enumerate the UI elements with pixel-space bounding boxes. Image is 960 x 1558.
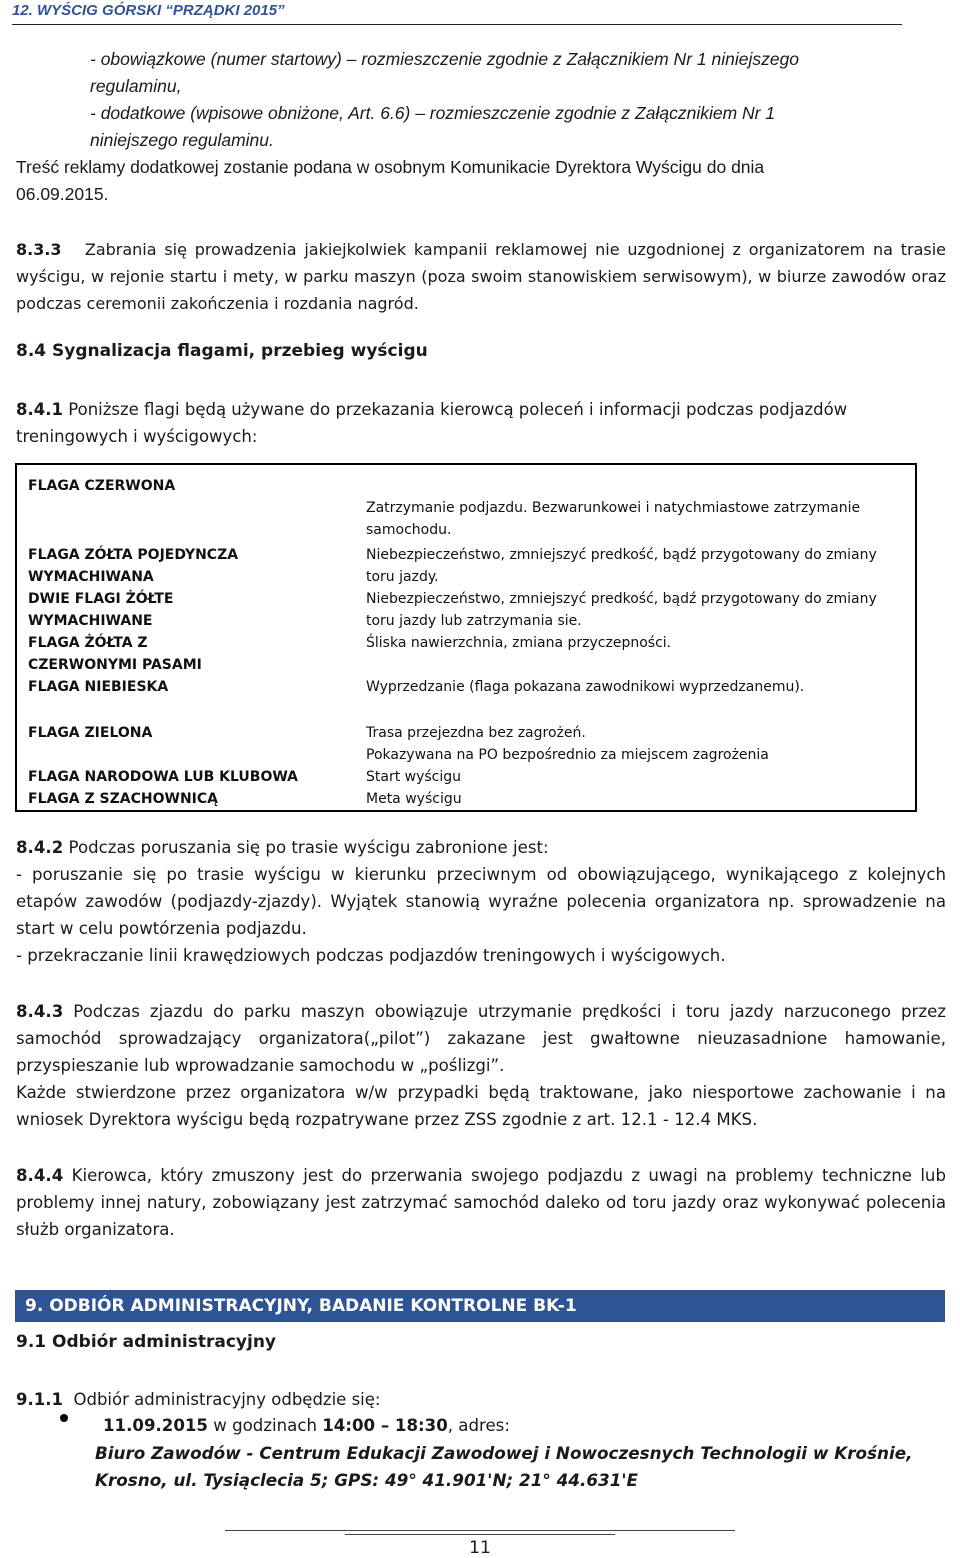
flag-desc-cell: Śliska nawierzchnia, zmiana przyczepności. (366, 635, 672, 651)
section-paragraph: - poruszanie się po trasie wyścigu w kierunku przeciwnym od obowiązującego, wynikającego z kolejnych etapów zawodów (podjazdy-zjazdy). Wyjątek stanowią wyraźne polecenia organizatora np. sprowadzenie na start w celu powtórzenia podjazdu. (16, 865, 946, 938)
section-text: Odbiór administracyjny odbędzie się: (73, 1390, 381, 1409)
address-line-2: Krosno, ul. Tysiąclecia 5; GPS: 49° 41.901'N; 21° 44.631'E (95, 1470, 638, 1490)
header-rule (12, 24, 902, 25)
flag-desc-cell: Wyprzedzanie (flaga pokazana zawodnikowi wyprzedzanemu). (366, 679, 805, 695)
flag-name-cell: FLAGA ZÓŁTA POJEDYNCZA WYMACHIWANA (28, 547, 239, 585)
table-row (16, 676, 916, 722)
intro-line-6: 06.09.2015. (16, 184, 109, 204)
section-number: 8.3.3 (16, 240, 62, 259)
section-8-4-3 (16, 998, 946, 1133)
section-number: 8.4.4 (16, 1166, 64, 1185)
flag-name-cell: FLAGA CZERWONA (28, 478, 176, 494)
section-text: Kierowca, który zmuszony jest do przerwania swojego podjazdu z uwagi na problemy techniczne lub problemy innej natury, zobowiązany jest zatrzymać samochód daleko od toru jazdy oraz wykonywać polecenia służb organizatora. (16, 1166, 946, 1239)
table-row (16, 766, 916, 788)
date-time-line: 11.09.2015 w godzinach 14:00 – 18:30, adres: (103, 1416, 510, 1435)
flags-table (15, 463, 917, 812)
document-header: 12. WYŚCIG GÓRSKI “PRZĄDKI 2015” (12, 2, 285, 19)
flag-desc-cell: Niebezpieczeństwo, zmniejszyć predkość, bądź przygotowany do zmiany toru jazdy. (366, 547, 877, 585)
flag-name-cell: FLAGA NARODOWA LUB KLUBOWA (28, 769, 298, 785)
section-paragraph: Podczas zjazdu do parku maszyn obowiązuje utrzymanie prędkości i toru jazdy narzuconego przez samochód sprowadzający organizatora(„pilot”) zakazane jest gwałtowne nieuzasadnione hamowanie, przyspieszanie lub wprowadzanie samochodu w „poślizgi”. (16, 1002, 946, 1075)
table-row (16, 632, 916, 676)
intro-line-5: Treść reklamy dodatkowej zostanie podana w osobnym Komunikacie Dyrektora Wyścigu do dnia (16, 157, 765, 177)
flag-name-cell: FLAGA ZIELONA (28, 725, 153, 741)
address-line-1: Biuro Zawodów - Centrum Edukacji Zawodowej i Nowoczesnych Technologii w Krośnie, (95, 1443, 913, 1463)
section-8-4-4 (16, 1162, 946, 1243)
section-9-1-1 (16, 1386, 946, 1413)
footer-rule (225, 1530, 735, 1531)
intro-line-4: niniejszego regulaminu. (90, 130, 274, 150)
section-number: 8.4.2 (16, 838, 64, 857)
intro-line-3: - dodatkowe (wpisowe obniżone, Art. 6.6) – rozmieszczenie zgodnie z Załącznikiem Nr 1 (90, 103, 776, 123)
intro-line-2: regulaminu, (90, 76, 182, 96)
flag-desc-cell: Niebezpieczeństwo, zmniejszyć predkość, bądź przygotowany do zmiany toru jazdy lub zatrzymania sie. (366, 591, 877, 629)
section-8-4-2 (16, 834, 946, 969)
flag-desc-cell: Start wyścigu (366, 769, 462, 785)
bullet-icon (60, 1414, 68, 1422)
flag-desc-cell: Meta wyścigu (366, 791, 462, 807)
footer-rule (345, 1534, 615, 1535)
section-8-4-title: 8.4 Sygnalizacja flagami, przebieg wyścigu (16, 341, 428, 361)
section-text: Poniższe flagi będą używane do przekazania kierowcą poleceń i informacji podczas podjazdów treningowych i wyścigowych: (16, 400, 848, 446)
table-row (16, 788, 916, 811)
flag-desc-cell: Trasa przejezdna bez zagrożeń. Pokazywana na PO bezpośrednio za miejscem zagrożenia (366, 725, 769, 763)
section-title: Podczas poruszania się po trasie wyścigu zabronione jest: (68, 838, 549, 857)
section-8-3-3 (16, 236, 946, 317)
section-number: 8.4.1 (16, 400, 63, 419)
page-number: 11 (469, 1538, 491, 1558)
section-number: 8.4.3 (16, 1002, 64, 1021)
section-9-banner: 9. ODBIÓR ADMINISTRACYJNY, BADANIE KONTROLNE BK-1 (15, 1290, 945, 1322)
section-paragraph: - przekraczanie linii krawędziowych podczas podjazdów treningowych i wyścigowych. (16, 946, 726, 965)
flag-name-cell: FLAGA Z SZACHOWNICĄ (28, 791, 218, 807)
section-8-4-1 (16, 396, 946, 450)
section-text: Zabrania się prowadzenia jakiejkolwiek kampanii reklamowej nie uzgodnionej z organizatorem na trasie wyścigu, w rejonie startu i mety, w parku maszyn (poza swoim stanowiskiem serwisowym), w biurze zawodów oraz podczas ceremonii zakończenia i rozdania nagród. (16, 240, 946, 313)
section-number: 9.1.1 (16, 1390, 63, 1409)
intro-line-1: - obowiązkowe (numer startowy) – rozmieszczenie zgodnie z Załącznikiem Nr 1 niniejszego (90, 49, 800, 69)
flag-name-cell: DWIE FLAGI ŻÓŁTE WYMACHIWANE (28, 591, 174, 629)
time-value: 14:00 – 18:30 (322, 1416, 448, 1435)
flag-name-cell: FLAGA NIEBIESKA (28, 679, 169, 695)
flag-name-cell: FLAGA ŻÓŁTA Z CZERWONYMI PASAMI (28, 635, 202, 673)
section-9-1-title: 9.1 Odbiór administracyjny (16, 1332, 277, 1352)
table-row (16, 588, 916, 632)
flag-desc-cell: Zatrzymanie podjazdu. Bezwarunkowei i natychmiastowe zatrzymanie samochodu. (366, 500, 861, 538)
table-row (16, 544, 916, 588)
section-paragraph: Każde stwierdzone przez organizatora w/w przypadki będą traktowane, jako niesportowe zachowanie i na wniosek Dyrektora wyścigu będą rozpatrywane przez ZSS zgodnie z art. 12.1 - 12.4 MKS. (16, 1083, 946, 1129)
table-row (16, 464, 916, 544)
date-value: 11.09.2015 (103, 1416, 208, 1435)
table-row (16, 722, 916, 766)
